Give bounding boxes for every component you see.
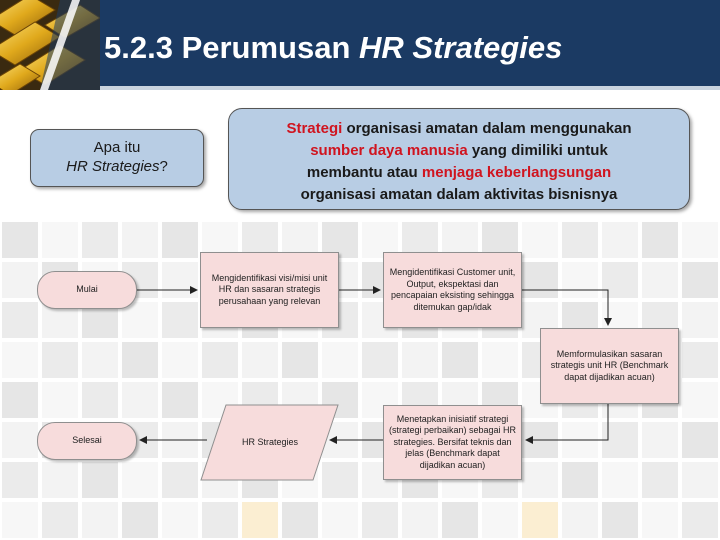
step4-set-initiatives: Menetapkan inisiatif strategi (strategi perbaikan) sebagai HR strategies. Bersifat teknis dan jelas (Benchmark dapat dijadikan acuan): [383, 405, 522, 480]
output-hr-strategies: HR Strategies: [241, 436, 299, 447]
question-line-1: Apa itu: [93, 139, 141, 156]
start-node: Mulai: [37, 271, 137, 309]
step3-formulate-targets: Memformulasikan sasaran strategis unit HR (Benchmark dapat dijadikan acuan): [540, 328, 679, 404]
step1-identify-vision: Mengidentifikasi visi/misi unit HR dan sasaran strategis perusahaan yang relevan: [200, 252, 339, 328]
arrow-step2-to-step3: [522, 290, 608, 325]
definition-line-4: organisasi amatan dalam aktivitas bisnisnya: [300, 186, 618, 203]
end-node: Selesai: [37, 422, 137, 460]
question-line-2: HR Strategies?: [66, 158, 168, 175]
arrow-step3-to-step4: [526, 404, 608, 440]
definition-line-2: sumber daya manusia yang dimiliki untuk: [310, 142, 608, 159]
definition-line-1: Strategi organisasi amatan dalam menggunakan: [286, 120, 632, 137]
page-title: 5.2.3 Perumusan HR Strategies: [104, 30, 563, 65]
step2-identify-customer: Mengidentifikasi Customer unit, Output, ekspektasi dan pencapaian eksisting sehingga ditemukan gap/idak: [383, 252, 522, 328]
definition-line-3: membantu atau menjaga keberlangsungan: [306, 164, 612, 181]
